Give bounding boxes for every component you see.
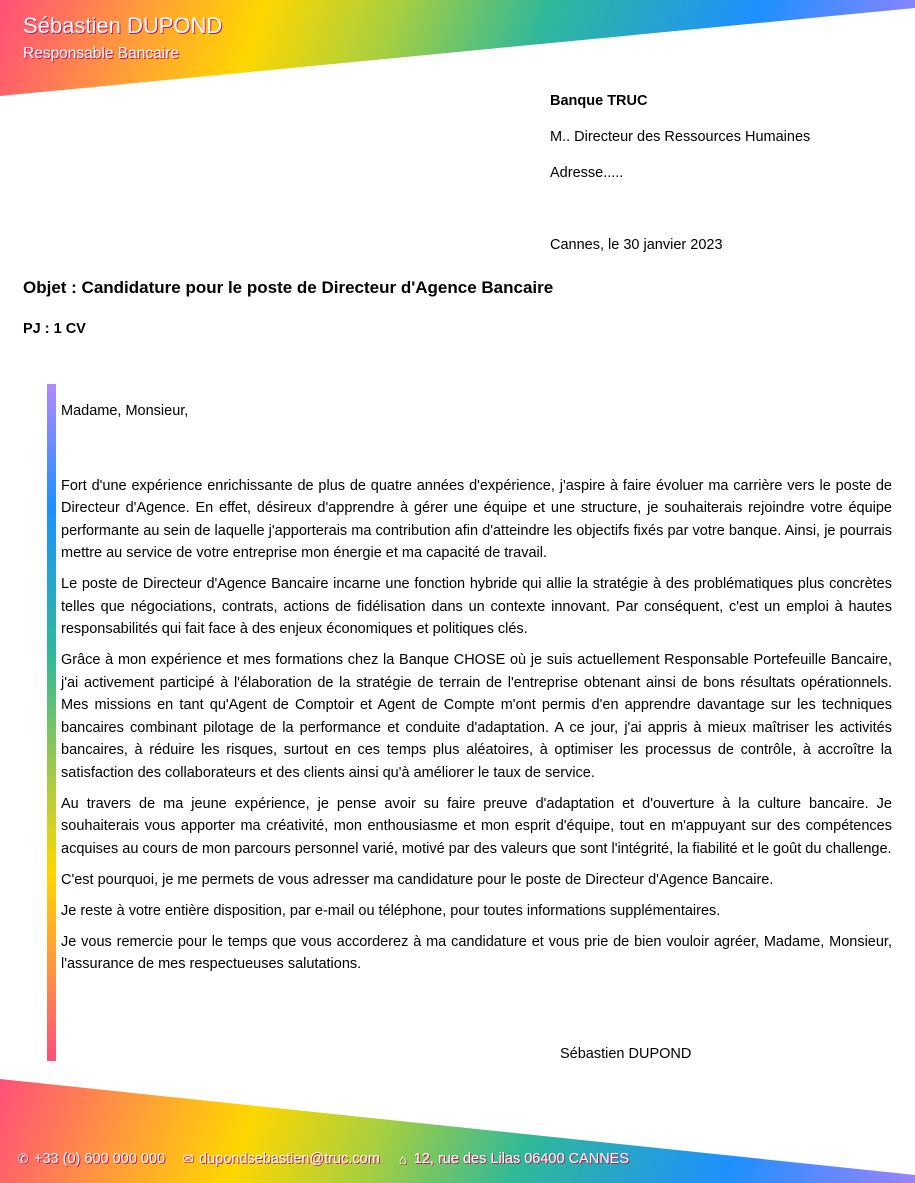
home-icon: ⌂: [398, 1151, 407, 1167]
paragraph: C'est pourquoi, je me permets de vous adresser ma candidature pour le poste de Directeur d'Agence Bancaire.: [61, 871, 774, 888]
address-text: 12, rue des Lilas 06400 CANNES: [413, 1151, 630, 1167]
recipient-address: Adresse.....: [550, 165, 624, 181]
sender-role: Responsable Bancaire: [23, 45, 179, 62]
envelope-icon: ✉: [182, 1151, 194, 1166]
paragraph: Je reste à votre entière disposition, par e-mail ou téléphone, pour toutes informations supplémentaires.: [61, 902, 721, 919]
letter-date: Cannes, le 30 janvier 2023: [550, 237, 723, 253]
contact-address: [396, 1151, 629, 1167]
letter-subject: Objet : Candidature pour le poste de Directeur d'Agence Bancaire: [23, 278, 554, 297]
recipient-bank: Banque TRUC: [550, 93, 648, 109]
paragraph: Je vous remercie pour le temps que vous accorderez à ma candidature et vous prie de bien vouloir agréer, Madame, Monsieur, l'assurance de mes respectueuses salutations.: [61, 933, 892, 972]
contact-email[interactable]: [181, 1151, 380, 1167]
email-text: dupondsebastien@truc.com: [199, 1151, 380, 1167]
phone-text: +33 (0) 600 000 000: [34, 1151, 166, 1167]
decorative-side-bar: [47, 384, 56, 1061]
signature: Sébastien DUPOND: [560, 1046, 692, 1062]
paragraph: Le poste de Directeur d'Agence Bancaire incarne une fonction hybride qui allie la stratégie à des problématiques plus concrètes telles que négociations, contrats, actions de fidélisation dans un contexte innovant. Par conséquent, c'est un emploi à hautes responsabilités qui fait face à des enjeux économiques et politiques clés.: [61, 576, 892, 637]
attachments-line: PJ : 1 CV: [23, 321, 86, 337]
contact-phone[interactable]: [16, 1151, 165, 1167]
paragraph: Au travers de ma jeune expérience, je pense avoir su faire preuve d'adaptation et d'ouverture à la culture bancaire. Je souhaiterais vous apporter ma créativité, mon enthousiasme et mon esprit d'équipe, tout en m'appuyant sur des compétences acquises au cours de mon parcours personnel varié, motivé par des valeurs que sont l'intégrité, la fiabilité et le goût du challenge.: [61, 795, 892, 857]
recipient-contact: M.. Directeur des Ressources Humaines: [550, 129, 811, 145]
paragraph: Fort d'une expérience enrichissante de plus de quatre années d'expérience, j'aspire à faire évoluer ma carrière vers le poste de Directeur d'Agence. En effet, désireux d'apprendre à gérer une équipe et une structure, je souhaiterais rejoindre votre équipe performante au sein de laquelle j'apporterais ma contribution afin d'atteindre les objectifs fixés par votre banque. Ainsi, je pourrais mettre au service de votre entreprise mon énergie et ma capacité de travail.: [61, 477, 892, 561]
sender-name: Sébastien DUPOND: [23, 13, 223, 38]
recipient-block: [550, 92, 810, 272]
phone-icon: ✆: [17, 1151, 29, 1166]
letter-body: [61, 400, 892, 984]
paragraph: Grâce à mon expérience et mes formations chez la Banque CHOSE où je suis actuellement Responsable Portefeuille Bancaire, j'ai activement participé à l'élaboration de la stratégie de terrain de l'entreprise obtenant ainsi de bons résultats opérationnels. Mes missions en tant qu'Agent de Comptoir et Agent de Compte m'ont permis d'en apprendre davantage sur les techniques bancaires combinant pilotage de la performance et conduite d'adaptation. A ce jour, j'ai appris à mieux maîtriser les activités bancaires, à réduire les risques, surtout en ces temps plus aléatoires, à optimiser les processus de contrôle, à accroître la satisfaction des collaborateurs et des clients ainsi qu'à améliorer le taux de service.: [61, 652, 892, 781]
salutation: Madame, Monsieur,: [61, 403, 189, 419]
contact-bar: [16, 1151, 629, 1167]
